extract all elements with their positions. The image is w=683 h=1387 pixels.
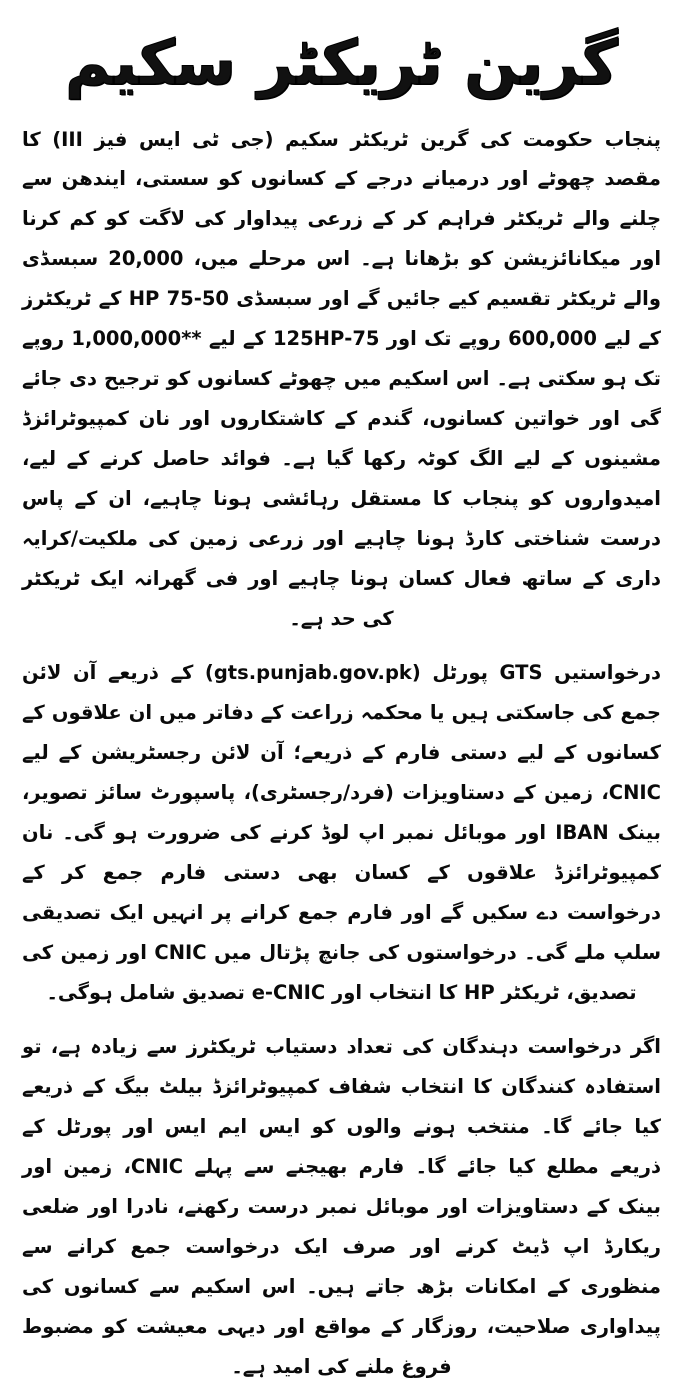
paragraph-application-process: درخواستیں GTS پورٹل (gts.punjab.gov.pk) کے ذریعے آن لائن جمع کی جاسکتی ہیں یا محکمہ زراعت کے دفاتر میں ان علاقوں کے کسانوں کے لیے دستی فارم کے ذریعے؛ آن لائن رجسٹریشن کے لیے CNIC، زمین کے دستاویزات (فرد/رجسٹری)، پاسپورٹ سائز تصویر، بینک IBAN اور موبائل نمبر اپ لوڈ کرنے کی ضرورت ہو گی۔ نان کمپیوٹرائزڈ علاقوں کے کسان بھی دستی فارم جمع کر کے درخواست دے سکیں گے اور فارم جمع کرانے پر انہیں ایک تصدیقی سلپ ملے گی۔ درخواستوں کی جانچ پڑتال میں CNIC اور زمین کی تصدیق، ٹریکٹر HP کا انتخاب اور e-CNIC تصدیق شامل ہوگی۔ <box>22 661 662 1004</box>
paragraph-selection-and-benefits: اگر درخواست دہندگان کی تعداد دستیاب ٹریکٹرز سے زیادہ ہے، تو استفادہ کنندگان کا انتخاب شفاف کمپیوٹرائزڈ بیلٹ بیگ کے ذریعے کیا جائے گا۔ منتخب ہونے والوں کو ایس ایم ایس اور پورٹل کے ذریعے مطلع کیا جائے گا۔ فارم بھیجنے سے پہلے CNIC، زمین اور بینک کے دستاویزات اور موبائل نمبر درست رکھنے، نادرا اور ضلعی ریکارڈ اپ ڈیٹ کرنے اور صرف ایک درخواست جمع کرانے سے منظوری کے امکانات بڑھ جاتے ہیں۔ اس اسکیم سے کسانوں کی پیداواری صلاحیت، روزگار کے مواقع اور دیہی معیشت کو مضبوط فروغ ملنے کی امید ہے۔ <box>22 1034 661 1378</box>
paragraph-intro: پنجاب حکومت کی گرین ٹریکٹر سکیم (جی ٹی ایس فیز III) کا مقصد چھوٹے اور درمیانے درجے کے کسانوں کو سستی، ایندھن سے چلنے والے ٹریکٹر فراہم کر کے زرعی پیداوار کی لاگت کو کم کرنا اور میکانائزیشن کو بڑھانا ہے۔ اس مرحلے میں، 20,000 سبسڈی والے ٹریکٹر تقسیم کیے جائیں گے اور سبسڈی 50-75 HP کے ٹریکٹرز کے لیے 600,000 روپے تک اور 75-125HP کے لیے **1,000,000 روپے تک ہو سکتی ہے۔ اس اسکیم میں چھوٹے کسانوں کو ترجیح دی جائے گی اور خواتین کسانوں، گندم کے کاشتکاروں اور نان کمپیوٹرائزڈ مشینوں کے لیے الگ کوٹہ رکھا گیا ہے۔ فوائد حاصل کرنے کے لیے، امیدواروں کو پنجاب کا مستقل رہائشی ہونا چاہیے، ان کے پاس درست شناختی کارڈ ہونا چاہیے اور زرعی زمین کی ملکیت/کرایہ داری کے ساتھ فعال کسان ہونا چاہیے اور فی گھرانہ ایک ٹریکٹر کی حد ہے۔ <box>22 127 662 631</box>
page-title: گرین ٹریکٹر سکیم <box>65 26 618 99</box>
